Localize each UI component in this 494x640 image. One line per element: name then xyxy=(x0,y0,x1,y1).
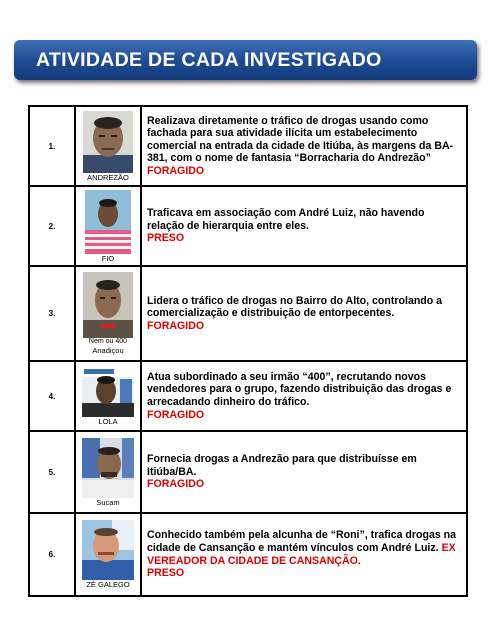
nickname-label: LOLA xyxy=(98,416,118,426)
suspect-photo xyxy=(85,190,131,254)
suspect-photo xyxy=(83,111,133,173)
table-row xyxy=(29,106,467,186)
photo-cell xyxy=(75,361,141,431)
photo-cell xyxy=(75,513,141,596)
nickname-label: ZÉ GALEGO xyxy=(86,580,130,589)
description-cell xyxy=(141,106,467,186)
investigated-table xyxy=(28,105,468,597)
row-number: 2. xyxy=(29,186,75,266)
row-number: 1. xyxy=(29,106,75,186)
photo-cell xyxy=(75,266,141,361)
suspect-photo xyxy=(83,272,133,338)
status-label: PRESO xyxy=(147,232,185,245)
status-label: PRESO xyxy=(147,567,185,580)
row-number: 5. xyxy=(29,431,75,513)
photo-cell xyxy=(75,186,141,266)
row-number: 3. xyxy=(29,266,75,361)
status-label: FORAGIDO xyxy=(147,319,205,332)
suspect-photo xyxy=(82,520,134,580)
photo-cell xyxy=(75,106,141,186)
photo-cell xyxy=(75,431,141,513)
suspect-photo xyxy=(82,367,134,417)
status-label: FORAGIDO xyxy=(147,478,205,491)
nickname-alias: Nem ou 400 xyxy=(88,338,128,345)
title-banner xyxy=(14,40,477,80)
description-text: Fornecia drogas a Andrezão para que distribuísse em Itiúba/BA. xyxy=(147,453,417,478)
description-cell xyxy=(141,513,467,596)
row-number: 6. xyxy=(29,513,75,596)
description-cell xyxy=(141,431,467,513)
suspect-photo xyxy=(82,438,134,498)
status-label: FORAGIDO xyxy=(147,408,205,421)
description-text: Traficava em associação com André Luiz, não havendo relação de hierarquia entre eles. xyxy=(147,207,425,232)
description-cell xyxy=(141,361,467,431)
extra-status-label: EX VEREADOR DA CIDADE DE CANSANÇÃO. xyxy=(147,541,456,567)
page-title: ATIVIDADE DE CADA INVESTIGADO xyxy=(36,49,382,71)
table-row xyxy=(29,431,467,513)
status-label: FORAGIDO xyxy=(147,164,205,177)
row-number: 4. xyxy=(29,361,75,431)
table-row xyxy=(29,513,467,596)
table-row xyxy=(29,361,467,431)
description-text: Lidera o tráfico de drogas no Bairro do Alto, controlando a comercialização e distribuição de entorpecentes. xyxy=(147,294,443,320)
nickname-label: Sucam xyxy=(96,497,120,507)
description-text: Realizava diretamente o tráfico de drogas usando como fachada para sua atividade ilícita um estabelecimento comercial na entrada da cidade de Itiúba, às margens da BA-381, com o nome de fantasia “Borracharia do Andrezão” xyxy=(147,114,454,165)
nickname-label: FIO xyxy=(101,253,115,263)
table-row xyxy=(29,266,467,361)
description-cell xyxy=(141,266,467,361)
description-text: Conhecido também pela alcunha de “Roni”, trafica drogas na cidade de Cansanção e mantém vínculos com André Luiz. xyxy=(147,529,457,554)
nickname-label: ANDREZÃO xyxy=(87,172,129,182)
nickname-label: Anadiçou xyxy=(92,346,124,355)
description-text: Atua subordinado a seu irmão “400”, recrutando novos vendedores para o grupo, fazendo distribuição das drogas e arrecadando dinheiro do tráfico. xyxy=(147,370,452,408)
description-cell xyxy=(141,186,467,266)
table-row xyxy=(29,186,467,266)
